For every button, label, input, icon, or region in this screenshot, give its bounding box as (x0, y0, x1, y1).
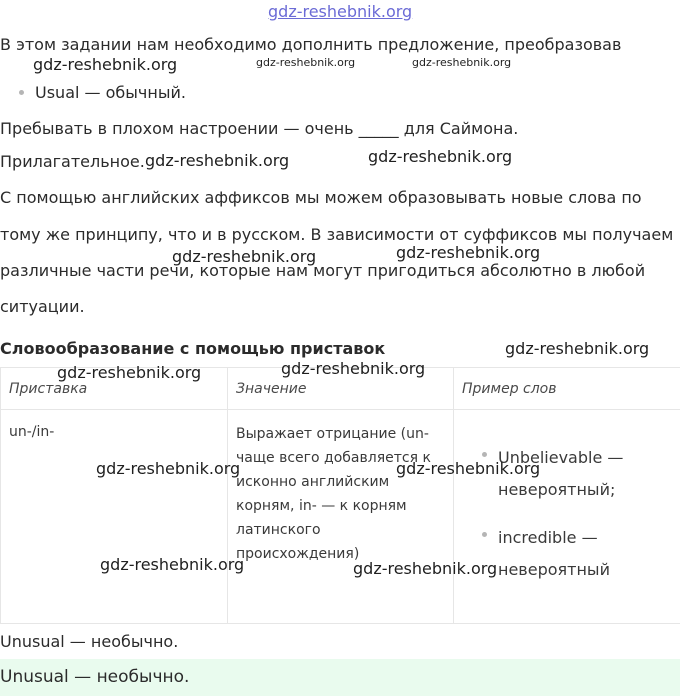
explanation-line-2: тому же принципу, что и в русском. В зависимости от суффиксов мы получаем (0, 225, 674, 244)
meaning-line: исконно английским (236, 474, 390, 490)
watermark: gdz-reshebnik.org (256, 56, 356, 69)
prefix-table (0, 367, 680, 624)
watermark: gdz-reshebnik.org (172, 247, 317, 266)
watermark: gdz-reshebnik.org (368, 147, 513, 166)
example-word: Unbelievable — (498, 448, 624, 467)
meaning-line: происхождения) (236, 546, 360, 562)
watermark: gdz-reshebnik.org (396, 243, 541, 262)
table-header-examples: Пример слов (454, 368, 680, 410)
explanation-line-3: различные части речи, которые нам могут пригодиться абсолютно в любой (0, 261, 646, 280)
part-of-speech: Прилагательное. (0, 152, 145, 171)
answer-box (0, 659, 680, 696)
result-text: Unusual — необычно. (0, 632, 179, 651)
example-translation: невероятный (498, 560, 610, 579)
task-sentence: Пребывать в плохом настроении — очень _____ для Саймона. (0, 119, 519, 138)
meaning-line: Выражает отрицание (un- (236, 426, 429, 442)
watermark: gdz-reshebnik.org (96, 459, 241, 478)
watermark: gdz-reshebnik.org (412, 56, 512, 69)
meaning-line: латинского (236, 522, 321, 538)
cell-examples (454, 410, 680, 624)
watermark: gdz-reshebnik.org (57, 363, 202, 382)
meaning-line: корням, in- — к корням (236, 498, 407, 514)
watermark: gdz-reshebnik.org (353, 559, 498, 578)
site-header-link[interactable]: gdz-reshebnik.org (268, 2, 413, 21)
watermark: gdz-reshebnik.org (281, 359, 426, 378)
bullet-usual: Usual — обычный. (35, 83, 186, 102)
explanation-line-4: ситуации. (0, 297, 85, 316)
watermark: gdz-reshebnik.org (505, 339, 650, 358)
meaning-text (228, 410, 453, 566)
cell-prefix (1, 410, 228, 624)
intro-text: В этом задании нам необходимо дополнить предложение, преобразовав (0, 35, 622, 54)
example-translation: невероятный; (498, 480, 616, 499)
answer-text: Unusual — необычно. (0, 667, 190, 687)
watermark: gdz-reshebnik.org (396, 459, 541, 478)
watermark: gdz-reshebnik.org (33, 55, 178, 74)
meaning-line: чаще всего добавляется к (236, 450, 431, 466)
bullet-dot (19, 90, 24, 95)
table-row (1, 410, 680, 624)
prefix-value: un-/in- (9, 424, 55, 440)
section-title: Словообразование с помощью приставок (0, 339, 386, 358)
watermark: gdz-reshebnik.org (100, 555, 245, 574)
explanation-line-1: С помощью английских аффиксов мы можем образовывать новые слова по (0, 188, 642, 207)
table-header-prefix: Приставка (1, 368, 228, 410)
watermark: gdz-reshebnik.org (145, 151, 290, 170)
table-header-meaning: Значение (228, 368, 454, 410)
cell-meaning (228, 410, 454, 624)
example-word: incredible — (498, 528, 598, 547)
